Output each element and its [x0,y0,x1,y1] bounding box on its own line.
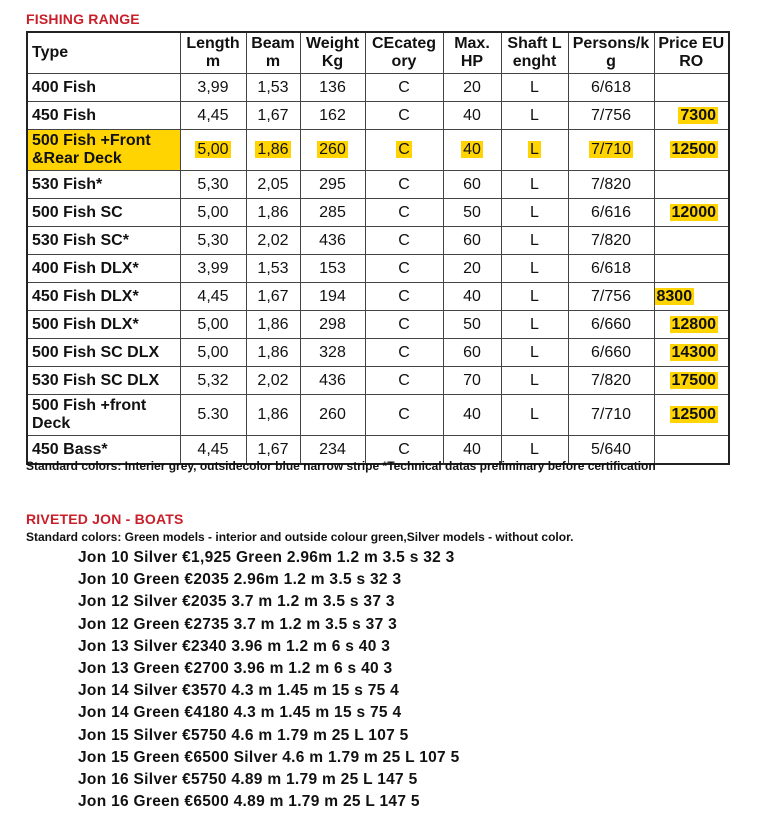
cell-shaft: L [501,199,568,227]
header-ce-category: CEcategory [365,32,443,74]
cell-ce: C [365,311,443,339]
cell-beam: 1,86 [246,311,300,339]
table-row [27,283,729,311]
list-item: Jon 13 Silver €2340 3.96 m 1.2 m 6 s 40 3 [78,637,391,655]
cell-shaft: L [501,436,568,465]
list-item: Jon 13 Green €2700 3.96 m 1.2 m 6 s 40 3 [78,659,393,677]
cell-weight: 436 [300,367,365,395]
table-row-highlighted [27,130,729,171]
cell-type: 450 Fish DLX* [27,283,180,311]
value-highlight: C [398,141,410,158]
cell-price [654,255,729,283]
cell-type: 500 Fish SC DLX [27,339,180,367]
cell-beam [246,130,300,171]
cell-price [654,171,729,199]
cell-type: 530 Fish SC DLX [27,367,180,395]
cell-beam: 1,86 [246,199,300,227]
fishing-range-title: FISHING RANGE [26,11,140,27]
cell-persons: 7/710 [568,395,654,436]
jon-boats-standard-colors: Standard colors: Green models - interior and outside colour green,Silver models - without color. [26,530,574,544]
cell-length [180,130,246,171]
cell-price [654,130,729,171]
cell-type: 500 Fish DLX* [27,311,180,339]
cell-price [654,395,729,436]
cell-price [654,283,729,311]
price-highlight: 12500 [671,141,716,158]
table-row [27,102,729,130]
cell-shaft: L [501,255,568,283]
cell-weight: 285 [300,199,365,227]
list-item: Jon 14 Green €4180 4.3 m 1.45 m 15 s 75 4 [78,704,402,722]
cell-hp: 20 [443,255,501,283]
cell-hp: 20 [443,74,501,102]
cell-persons: 6/660 [568,339,654,367]
header-weight: Weight Kg [300,32,365,74]
cell-length: 5,32 [180,367,246,395]
price-highlight: 7300 [680,106,716,124]
price-highlight: 12800 [671,315,716,333]
value-highlight: 7/710 [590,141,632,158]
cell-length: 5,00 [180,339,246,367]
cell-weight: 136 [300,74,365,102]
cell-price [654,199,729,227]
cell-weight: 436 [300,227,365,255]
price-highlight: 17500 [671,371,716,389]
jon-boats-list [78,547,460,813]
cell-type: 530 Fish SC* [27,227,180,255]
cell-weight: 194 [300,283,365,311]
value-highlight: 5,00 [197,141,229,158]
list-item: Jon 12 Green €2735 3.7 m 1.2 m 3.5 s 37 3 [78,615,398,633]
cell-beam: 1,67 [246,102,300,130]
cell-shaft: L [501,367,568,395]
cell-price [654,102,729,130]
table-row [27,367,729,395]
cell-hp: 60 [443,339,501,367]
cell-price [654,367,729,395]
cell-length: 3,99 [180,255,246,283]
cell-length: 5,00 [180,199,246,227]
list-item: Jon 15 Green €6500 Silver 4.6 m 1.79 m 25 L 107 5 [78,748,460,766]
table-row [27,199,729,227]
jon-boats-title: RIVETED JON - BOATS [26,511,184,527]
cell-hp: 70 [443,367,501,395]
cell-hp: 50 [443,311,501,339]
list-item: Jon 15 Silver €5750 4.6 m 1.79 m 25 L 107 5 [78,726,409,744]
cell-persons: 7/820 [568,367,654,395]
cell-beam: 1,86 [246,339,300,367]
table-row [27,339,729,367]
cell-type: 400 Fish DLX* [27,255,180,283]
cell-ce: C [365,199,443,227]
cell-persons: 7/820 [568,227,654,255]
cell-ce [365,130,443,171]
cell-persons: 7/756 [568,283,654,311]
list-item: Jon 14 Silver €3570 4.3 m 1.45 m 15 s 75 4 [78,682,400,700]
cell-shaft [501,130,568,171]
cell-ce: C [365,74,443,102]
list-item: Jon 10 Silver €1,925 Green 2.96m 1.2 m 3.5 s 32 3 [78,549,455,566]
cell-shaft: L [501,171,568,199]
cell-shaft: L [501,283,568,311]
cell-ce: C [365,436,443,465]
cell-type: 450 Fish [27,102,180,130]
fishing-range-note: Standard colors: Interier grey, outsidecolor blue narrow stripe *Technical datas preliminary before certification [26,459,656,473]
cell-ce: C [365,102,443,130]
cell-type: 530 Fish* [27,171,180,199]
table-row [27,311,729,339]
cell-length: 5,30 [180,171,246,199]
list-item: Jon 12 Silver €2035 3.7 m 1.2 m 3.5 s 37 3 [78,593,395,611]
cell-hp: 40 [443,102,501,130]
cell-beam: 2,02 [246,367,300,395]
cell-hp: 40 [443,283,501,311]
value-highlight: 40 [463,141,481,158]
cell-weight: 162 [300,102,365,130]
cell-ce: C [365,255,443,283]
cell-shaft: L [501,74,568,102]
list-item: Jon 16 Silver €5750 4.89 m 1.79 m 25 L 147 5 [78,770,418,788]
cell-weight: 153 [300,255,365,283]
cell-beam: 1,67 [246,283,300,311]
cell-ce: C [365,227,443,255]
cell-beam: 1,67 [246,436,300,465]
table-row [27,227,729,255]
cell-length: 4,45 [180,436,246,465]
cell-beam: 1,53 [246,255,300,283]
cell-weight: 298 [300,311,365,339]
cell-length: 4,45 [180,283,246,311]
cell-weight: 260 [300,395,365,436]
cell-beam: 2,02 [246,227,300,255]
cell-ce: C [365,171,443,199]
price-highlight: 12500 [671,406,716,423]
cell-length: 5.30 [180,395,246,436]
cell-ce: C [365,283,443,311]
cell-weight [300,130,365,171]
value-highlight: L [530,141,539,158]
cell-ce: C [365,339,443,367]
cell-price [654,227,729,255]
cell-type: 500 Fish +Front &Rear Deck [27,130,180,171]
table-row [27,74,729,102]
value-highlight: 260 [319,141,346,158]
cell-length: 5,30 [180,227,246,255]
header-length: Length m [180,32,246,74]
cell-weight: 295 [300,171,365,199]
cell-persons: 6/618 [568,255,654,283]
cell-price [654,339,729,367]
price-highlight: 12000 [671,203,716,221]
cell-hp: 40 [443,395,501,436]
cell-persons: 7/820 [568,171,654,199]
cell-hp [443,130,501,171]
header-type: Type [27,32,180,74]
cell-hp: 40 [443,436,501,465]
fishing-range-table [26,31,730,465]
cell-beam: 2,05 [246,171,300,199]
table-header-row [27,32,729,74]
cell-shaft: L [501,102,568,130]
cell-length: 5,00 [180,311,246,339]
cell-shaft: L [501,311,568,339]
cell-type: 500 Fish +front Deck [27,395,180,436]
table-row [27,255,729,283]
cell-ce: C [365,395,443,436]
cell-hp: 60 [443,171,501,199]
cell-hp: 60 [443,227,501,255]
cell-price [654,311,729,339]
cell-shaft: L [501,339,568,367]
table-row [27,395,729,436]
cell-persons: 7/756 [568,102,654,130]
cell-shaft: L [501,227,568,255]
list-item: Jon 10 Green €2035 2.96m 1.2 m 3.5 s 32 3 [78,571,402,589]
cell-hp: 50 [443,199,501,227]
cell-persons: 6/616 [568,199,654,227]
cell-type: 500 Fish SC [27,199,180,227]
cell-length: 3,99 [180,74,246,102]
header-persons: Persons/kg [568,32,654,74]
cell-ce: C [365,367,443,395]
header-price: Price EURO [654,32,729,74]
cell-price [654,74,729,102]
cell-weight: 328 [300,339,365,367]
price-highlight: 8300 [656,287,693,305]
price-highlight: 14300 [671,343,716,361]
cell-shaft: L [501,395,568,436]
cell-length: 4,45 [180,102,246,130]
cell-persons: 5/640 [568,436,654,465]
list-item: Jon 16 Green €6500 4.89 m 1.79 m 25 L 147 5 [78,793,420,811]
cell-weight: 234 [300,436,365,465]
cell-persons: 6/618 [568,74,654,102]
cell-persons [568,130,654,171]
header-shaft: Shaft Lenght [501,32,568,74]
header-beam: Beam m [246,32,300,74]
cell-type: 400 Fish [27,74,180,102]
cell-type: 450 Bass* [27,436,180,465]
table-row [27,171,729,199]
value-highlight: 1,86 [257,141,289,158]
cell-persons: 6/660 [568,311,654,339]
cell-beam: 1,86 [246,395,300,436]
cell-beam: 1,53 [246,74,300,102]
header-max-hp: Max. HP [443,32,501,74]
